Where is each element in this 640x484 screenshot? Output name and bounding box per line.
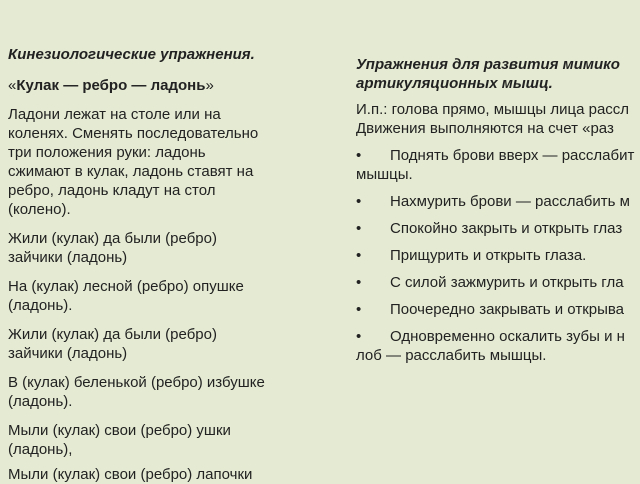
- bullet-icon: •: [356, 328, 362, 345]
- left-line: зайчики (ладонь): [8, 249, 128, 266]
- list-item: [356, 246, 586, 265]
- list-item-text: Поочередно закрывать и открыва: [390, 301, 625, 318]
- left-line: Жили (кулак) да были (ребро): [8, 326, 217, 343]
- bullet-icon: •: [356, 301, 362, 318]
- list-item: [356, 146, 634, 165]
- list-item-continuation: лоб — расслабить мышцы.: [356, 347, 547, 364]
- list-item: [356, 273, 624, 292]
- right-title-line1: Упражнения для развития мимико: [356, 56, 620, 73]
- left-line: (ладонь).: [8, 297, 73, 314]
- left-line: три положения руки: ладонь: [8, 144, 206, 161]
- list-item-text: Спокойно закрыть и открыть глаз: [390, 220, 623, 237]
- bullet-icon: •: [356, 220, 362, 237]
- bullet-icon: •: [356, 247, 362, 264]
- left-line: ребро, ладонь кладут на стол: [8, 182, 216, 199]
- left-line: На (кулак) лесной (ребро) опушке: [8, 278, 244, 295]
- left-title: Кинезиологические упражнения.: [8, 46, 255, 63]
- left-line: зайчики (ладонь): [8, 345, 128, 362]
- left-line: Мыли (кулак) свои (ребро) лапочки: [8, 466, 253, 483]
- list-item-text: Одновременно оскалить зубы и н: [390, 328, 625, 345]
- left-line: сжимают в кулак, ладонь ставят на: [8, 163, 254, 180]
- quote-close: »: [205, 77, 214, 94]
- left-line: Жили (кулак) да были (ребро): [8, 230, 217, 247]
- right-intro-line2: Движения выполняются на счет «раз: [356, 120, 614, 137]
- list-item: [356, 327, 625, 346]
- list-item-text: С силой зажмурить и открыть гла: [390, 274, 624, 291]
- left-subtitle: [8, 76, 214, 95]
- right-intro-line1: И.п.: голова прямо, мышцы лица рассл: [356, 101, 630, 118]
- list-item: [356, 300, 624, 319]
- bullet-icon: •: [356, 147, 362, 164]
- list-item-text: Нахмурить брови — расслабить м: [390, 193, 630, 210]
- left-line: (ладонь),: [8, 441, 73, 458]
- left-line: коленях. Сменять последовательно: [8, 125, 259, 142]
- bullet-icon: •: [356, 274, 362, 291]
- left-line: (ладонь).: [8, 393, 73, 410]
- left-line: Мыли (кулак) свои (ребро) ушки: [8, 422, 231, 439]
- list-item: [356, 219, 622, 238]
- subtitle-text: Кулак — ребро — ладонь: [16, 77, 206, 94]
- list-item-text: Прищурить и открыть глаза.: [390, 247, 587, 264]
- left-line: (колено).: [8, 201, 71, 218]
- left-line: В (кулак) беленькой (ребро) избушке: [8, 374, 265, 391]
- list-item-text: Поднять брови вверх — расслабит: [390, 147, 635, 164]
- bullet-icon: •: [356, 193, 362, 210]
- list-item: [356, 192, 630, 211]
- quote-open: «: [8, 77, 17, 94]
- left-line: Ладони лежат на столе или на: [8, 106, 221, 123]
- right-title-line2: артикуляционных мышц.: [356, 75, 553, 92]
- list-item-continuation: мышцы.: [356, 166, 413, 183]
